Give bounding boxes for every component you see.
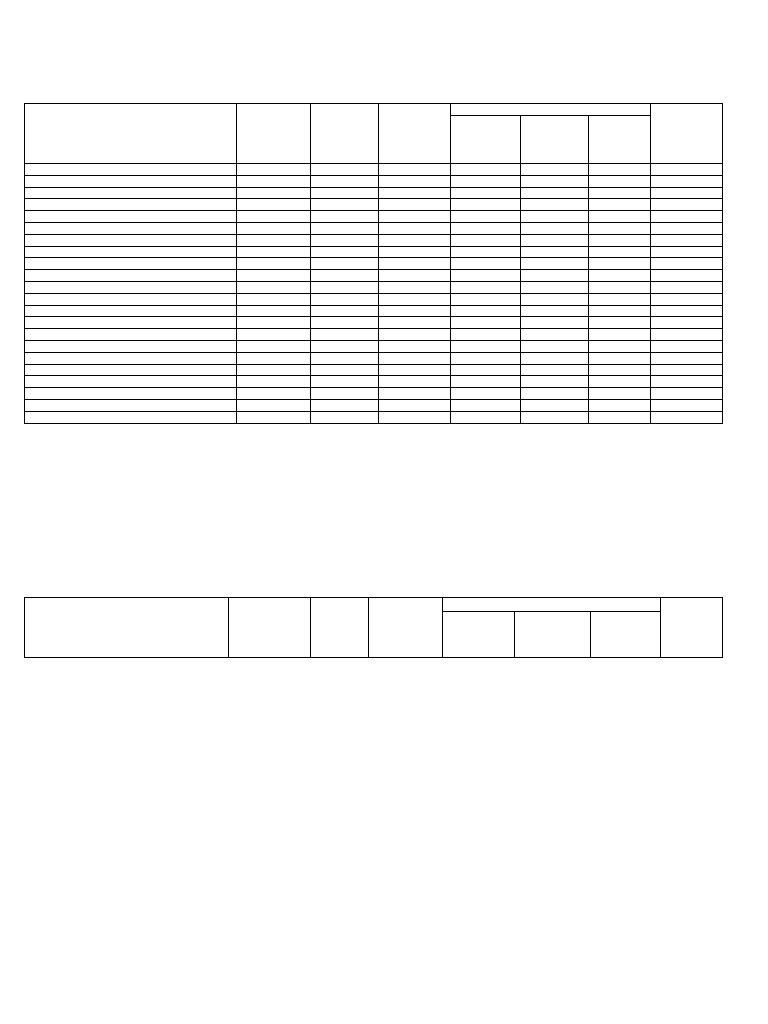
- header-current-year: [451, 104, 651, 116]
- particulars-cell: [25, 199, 237, 211]
- budget-year-cell: [651, 399, 723, 411]
- particulars-cell: [25, 293, 237, 305]
- account-code-cell: [237, 364, 311, 376]
- account-code-cell: [237, 340, 311, 352]
- budget-year-cell: [651, 364, 723, 376]
- particulars-cell: [25, 317, 237, 329]
- classification-cell: [311, 376, 379, 388]
- budget-year-cell: [651, 388, 723, 400]
- budget-year-cell: [651, 199, 723, 211]
- header-account-code: [237, 104, 311, 164]
- table-row: [25, 376, 723, 388]
- budget-year-cell: [651, 222, 723, 234]
- past-year-cell: [379, 411, 451, 423]
- second-semester-cell: [521, 340, 589, 352]
- classification-cell: [311, 329, 379, 341]
- table-row: [25, 175, 723, 187]
- first-semester-cell: [451, 399, 521, 411]
- header-first-semester: [451, 116, 521, 164]
- total-cell: [589, 399, 651, 411]
- total-cell: [589, 258, 651, 270]
- second-semester-cell: [521, 364, 589, 376]
- particulars-cell: [25, 364, 237, 376]
- total-cell: [589, 305, 651, 317]
- total-cell: [589, 270, 651, 282]
- table-row: [25, 211, 723, 223]
- past-year-cell: [379, 164, 451, 176]
- second-semester-cell: [521, 399, 589, 411]
- particulars-cell: [25, 281, 237, 293]
- particulars-cell: [25, 399, 237, 411]
- account-code-cell: [237, 164, 311, 176]
- first-semester-cell: [451, 246, 521, 258]
- second-semester-cell: [521, 211, 589, 223]
- account-code-cell: [237, 411, 311, 423]
- budget-year-cell: [651, 317, 723, 329]
- account-code-cell: [237, 399, 311, 411]
- first-semester-cell: [451, 317, 521, 329]
- account-code-cell: [237, 329, 311, 341]
- past-year-cell: [379, 364, 451, 376]
- budget-year-cell: [651, 293, 723, 305]
- particulars-cell: [25, 388, 237, 400]
- budget-year-cell: [651, 164, 723, 176]
- second-semester-cell: [521, 164, 589, 176]
- past-year-cell: [379, 199, 451, 211]
- second-semester-cell: [521, 175, 589, 187]
- second-semester-cell: [521, 305, 589, 317]
- particulars-cell: [25, 376, 237, 388]
- header-budget-year: [651, 104, 723, 164]
- classification-cell: [311, 388, 379, 400]
- second-semester-cell: [521, 234, 589, 246]
- classification-cell: [311, 317, 379, 329]
- header-budget-year: [661, 598, 723, 658]
- second-semester-cell: [521, 293, 589, 305]
- past-year-cell: [379, 222, 451, 234]
- classification-cell: [311, 164, 379, 176]
- header-particulars: [25, 598, 229, 658]
- classification-cell: [311, 222, 379, 234]
- first-semester-cell: [451, 388, 521, 400]
- header-past-year: [379, 104, 451, 164]
- first-semester-cell: [451, 211, 521, 223]
- budget-year-cell: [651, 258, 723, 270]
- classification-cell: [311, 258, 379, 270]
- account-code-cell: [237, 211, 311, 223]
- table-row: [25, 411, 723, 423]
- total-cell: [589, 211, 651, 223]
- first-semester-cell: [451, 164, 521, 176]
- account-code-cell: [237, 234, 311, 246]
- budget-year-cell: [651, 305, 723, 317]
- total-cell: [589, 376, 651, 388]
- past-year-cell: [379, 270, 451, 282]
- table-row: [25, 270, 723, 282]
- classification-cell: [311, 211, 379, 223]
- total-cell: [589, 352, 651, 364]
- first-semester-cell: [451, 329, 521, 341]
- classification-cell: [311, 340, 379, 352]
- classification-cell: [311, 352, 379, 364]
- table-row: [25, 281, 723, 293]
- past-year-cell: [379, 211, 451, 223]
- account-code-cell: [237, 293, 311, 305]
- account-code-cell: [237, 317, 311, 329]
- account-code-cell: [237, 305, 311, 317]
- particulars-cell: [25, 211, 237, 223]
- table-row: [25, 199, 723, 211]
- income-table: [24, 103, 723, 424]
- first-semester-cell: [451, 199, 521, 211]
- table-row: [25, 187, 723, 199]
- table-row: [25, 258, 723, 270]
- header-income-classification: [311, 104, 379, 164]
- total-cell: [589, 293, 651, 305]
- header-total: [591, 612, 661, 658]
- past-year-cell: [379, 234, 451, 246]
- table-row: [25, 399, 723, 411]
- classification-cell: [311, 199, 379, 211]
- classification-cell: [311, 364, 379, 376]
- past-year-cell: [379, 317, 451, 329]
- total-cell: [589, 388, 651, 400]
- particulars-cell: [25, 175, 237, 187]
- table-row: [25, 388, 723, 400]
- second-semester-cell: [521, 246, 589, 258]
- first-semester-cell: [451, 293, 521, 305]
- second-semester-cell: [521, 281, 589, 293]
- second-semester-cell: [521, 270, 589, 282]
- income-table-body: [25, 164, 723, 424]
- second-semester-cell: [521, 187, 589, 199]
- total-cell: [589, 187, 651, 199]
- table-row: [25, 246, 723, 258]
- table-row: [25, 305, 723, 317]
- classification-cell: [311, 305, 379, 317]
- second-semester-cell: [521, 388, 589, 400]
- account-code-cell: [237, 187, 311, 199]
- first-semester-cell: [451, 352, 521, 364]
- total-cell: [589, 222, 651, 234]
- table-row: [25, 364, 723, 376]
- total-cell: [589, 175, 651, 187]
- classification-cell: [311, 293, 379, 305]
- first-semester-cell: [451, 340, 521, 352]
- table-row: [25, 164, 723, 176]
- classification-cell: [311, 281, 379, 293]
- first-semester-cell: [451, 270, 521, 282]
- past-year-cell: [379, 399, 451, 411]
- account-code-cell: [237, 352, 311, 364]
- header-second-semester: [515, 612, 591, 658]
- expenditures-table: [24, 597, 723, 658]
- second-semester-cell: [521, 352, 589, 364]
- first-semester-cell: [451, 258, 521, 270]
- first-semester-cell: [451, 222, 521, 234]
- classification-cell: [311, 175, 379, 187]
- budget-year-cell: [651, 211, 723, 223]
- past-year-cell: [379, 305, 451, 317]
- budget-year-cell: [651, 340, 723, 352]
- first-semester-cell: [451, 175, 521, 187]
- second-semester-cell: [521, 411, 589, 423]
- account-code-cell: [237, 376, 311, 388]
- total-cell: [589, 329, 651, 341]
- budget-year-cell: [651, 281, 723, 293]
- past-year-cell: [379, 376, 451, 388]
- first-semester-cell: [451, 364, 521, 376]
- particulars-cell: [25, 329, 237, 341]
- budget-year-cell: [651, 376, 723, 388]
- particulars-cell: [25, 411, 237, 423]
- first-semester-cell: [451, 187, 521, 199]
- budget-year-cell: [651, 246, 723, 258]
- budget-year-cell: [651, 175, 723, 187]
- account-code-cell: [237, 246, 311, 258]
- past-year-cell: [379, 340, 451, 352]
- header-particulars: [25, 104, 237, 164]
- header-first-semester: [443, 612, 515, 658]
- account-code-cell: [237, 258, 311, 270]
- header-income-classification: [311, 598, 369, 658]
- particulars-cell: [25, 222, 237, 234]
- particulars-cell: [25, 258, 237, 270]
- particulars-cell: [25, 187, 237, 199]
- past-year-cell: [379, 175, 451, 187]
- account-code-cell: [237, 175, 311, 187]
- budget-year-cell: [651, 270, 723, 282]
- particulars-cell: [25, 352, 237, 364]
- total-cell: [589, 199, 651, 211]
- budget-year-cell: [651, 329, 723, 341]
- past-year-cell: [379, 258, 451, 270]
- header-second-semester: [521, 116, 589, 164]
- past-year-cell: [379, 352, 451, 364]
- account-code-cell: [237, 199, 311, 211]
- budget-year-cell: [651, 187, 723, 199]
- classification-cell: [311, 246, 379, 258]
- past-year-cell: [379, 246, 451, 258]
- past-year-cell: [379, 281, 451, 293]
- table-row: [25, 317, 723, 329]
- total-cell: [589, 281, 651, 293]
- particulars-cell: [25, 234, 237, 246]
- table-row: [25, 222, 723, 234]
- total-cell: [589, 411, 651, 423]
- account-code-cell: [237, 270, 311, 282]
- total-cell: [589, 364, 651, 376]
- header-current-year: [443, 598, 661, 612]
- total-cell: [589, 340, 651, 352]
- second-semester-cell: [521, 376, 589, 388]
- table-row: [25, 352, 723, 364]
- classification-cell: [311, 187, 379, 199]
- particulars-cell: [25, 305, 237, 317]
- header-total: [589, 116, 651, 164]
- first-semester-cell: [451, 305, 521, 317]
- past-year-cell: [379, 293, 451, 305]
- classification-cell: [311, 234, 379, 246]
- classification-cell: [311, 411, 379, 423]
- particulars-cell: [25, 340, 237, 352]
- second-semester-cell: [521, 199, 589, 211]
- table-row: [25, 340, 723, 352]
- table-row: [25, 329, 723, 341]
- classification-cell: [311, 270, 379, 282]
- budget-year-cell: [651, 352, 723, 364]
- particulars-cell: [25, 270, 237, 282]
- first-semester-cell: [451, 234, 521, 246]
- account-code-cell: [237, 281, 311, 293]
- second-semester-cell: [521, 317, 589, 329]
- table-row: [25, 293, 723, 305]
- first-semester-cell: [451, 411, 521, 423]
- past-year-cell: [379, 187, 451, 199]
- first-semester-cell: [451, 376, 521, 388]
- second-semester-cell: [521, 329, 589, 341]
- header-past-year: [369, 598, 443, 658]
- table-row: [25, 234, 723, 246]
- particulars-cell: [25, 164, 237, 176]
- total-cell: [589, 246, 651, 258]
- total-cell: [589, 164, 651, 176]
- past-year-cell: [379, 329, 451, 341]
- header-account-code: [229, 598, 311, 658]
- first-semester-cell: [451, 281, 521, 293]
- budget-year-cell: [651, 234, 723, 246]
- total-cell: [589, 234, 651, 246]
- account-code-cell: [237, 388, 311, 400]
- second-semester-cell: [521, 222, 589, 234]
- past-year-cell: [379, 388, 451, 400]
- second-semester-cell: [521, 258, 589, 270]
- particulars-cell: [25, 246, 237, 258]
- classification-cell: [311, 399, 379, 411]
- budget-year-cell: [651, 411, 723, 423]
- total-cell: [589, 317, 651, 329]
- account-code-cell: [237, 222, 311, 234]
